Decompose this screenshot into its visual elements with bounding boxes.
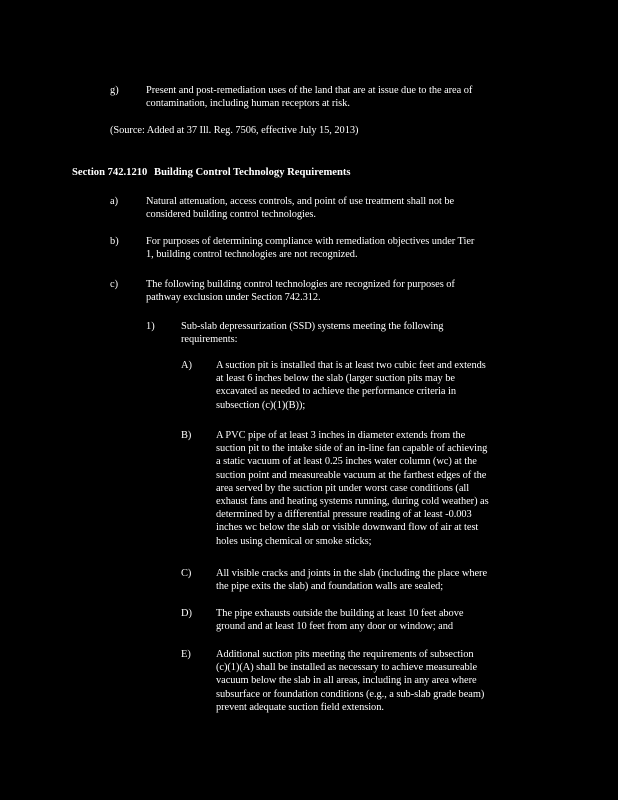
- source-note: (Source: Added at 37 Ill. Reg. 7506, effective July 15, 2013): [110, 125, 359, 136]
- item-label-E: E): [181, 649, 191, 660]
- section-heading: [72, 166, 351, 179]
- item-label-c: c): [110, 279, 119, 290]
- item-text-C: All visible cracks and joints in the slab (including the place where the pipe exits the slab) and foundation walls are sealed;: [216, 568, 488, 593]
- item-text-g: Present and post-remediation uses of the land that are at issue due to the area of contamination, including human receptors at risk.: [146, 85, 473, 110]
- item-label-A: A): [181, 360, 192, 371]
- item-label-b: b): [110, 236, 119, 247]
- item-label-a: a): [110, 196, 119, 207]
- section-title: Building Control Technology Requirements: [154, 167, 351, 178]
- section-number: Section 742.1210: [72, 167, 148, 178]
- item-label-c1: 1): [146, 321, 155, 332]
- item-label-D: D): [181, 608, 192, 619]
- item-text-c: The following building control technologies are recognized for purposes of pathway exclusion under Section 742.312.: [146, 279, 455, 304]
- item-label-g: g): [110, 85, 119, 96]
- item-text-E: Additional suction pits meeting the requirements of subsection (c)(1)(A) shall be installed as necessary to achieve measureable vacuum below the slab in all areas, including in any area where subsurface or foundation conditions (e.g., a sub-slab grade beam) prevent adequate suction field extension.: [216, 649, 485, 713]
- item-text-c1: Sub-slab depressurization (SSD) systems meeting the following requirements:: [181, 321, 444, 346]
- item-text-D: The pipe exhausts outside the building at least 10 feet above ground and at least 10 feet from any door or window; and: [216, 608, 464, 633]
- item-text-a: Natural attenuation, access controls, and point of use treatment shall not be considered building control technologies.: [146, 196, 455, 221]
- item-text-B: A PVC pipe of at least 3 inches in diameter extends from the suction pit to the intake side of an in-line fan capable of achieving a static vacuum of at least 0.25 inches water column (wc) at the suction point and measureable vacuum at the farthest edges of the area served by the suction pit under worst case conditions (all exhaust fans and heating systems running, during cold weather) as determined by a differential pressure reading of at least -0.003 inches wc below the slab or visible downward flow of air at test holes using chemical or smoke sticks;: [216, 430, 489, 547]
- item-text-b: For purposes of determining compliance with remediation objectives under Tier 1, building control technologies are not recognized.: [146, 236, 475, 261]
- item-text-A: A suction pit is installed that is at least two cubic feet and extends at least 6 inches below the slab (larger suction pits may be excavated as needed to achieve the performance criteria in subsection (c)(1)(B));: [216, 360, 486, 411]
- item-label-C: C): [181, 568, 192, 579]
- item-label-B: B): [181, 430, 192, 441]
